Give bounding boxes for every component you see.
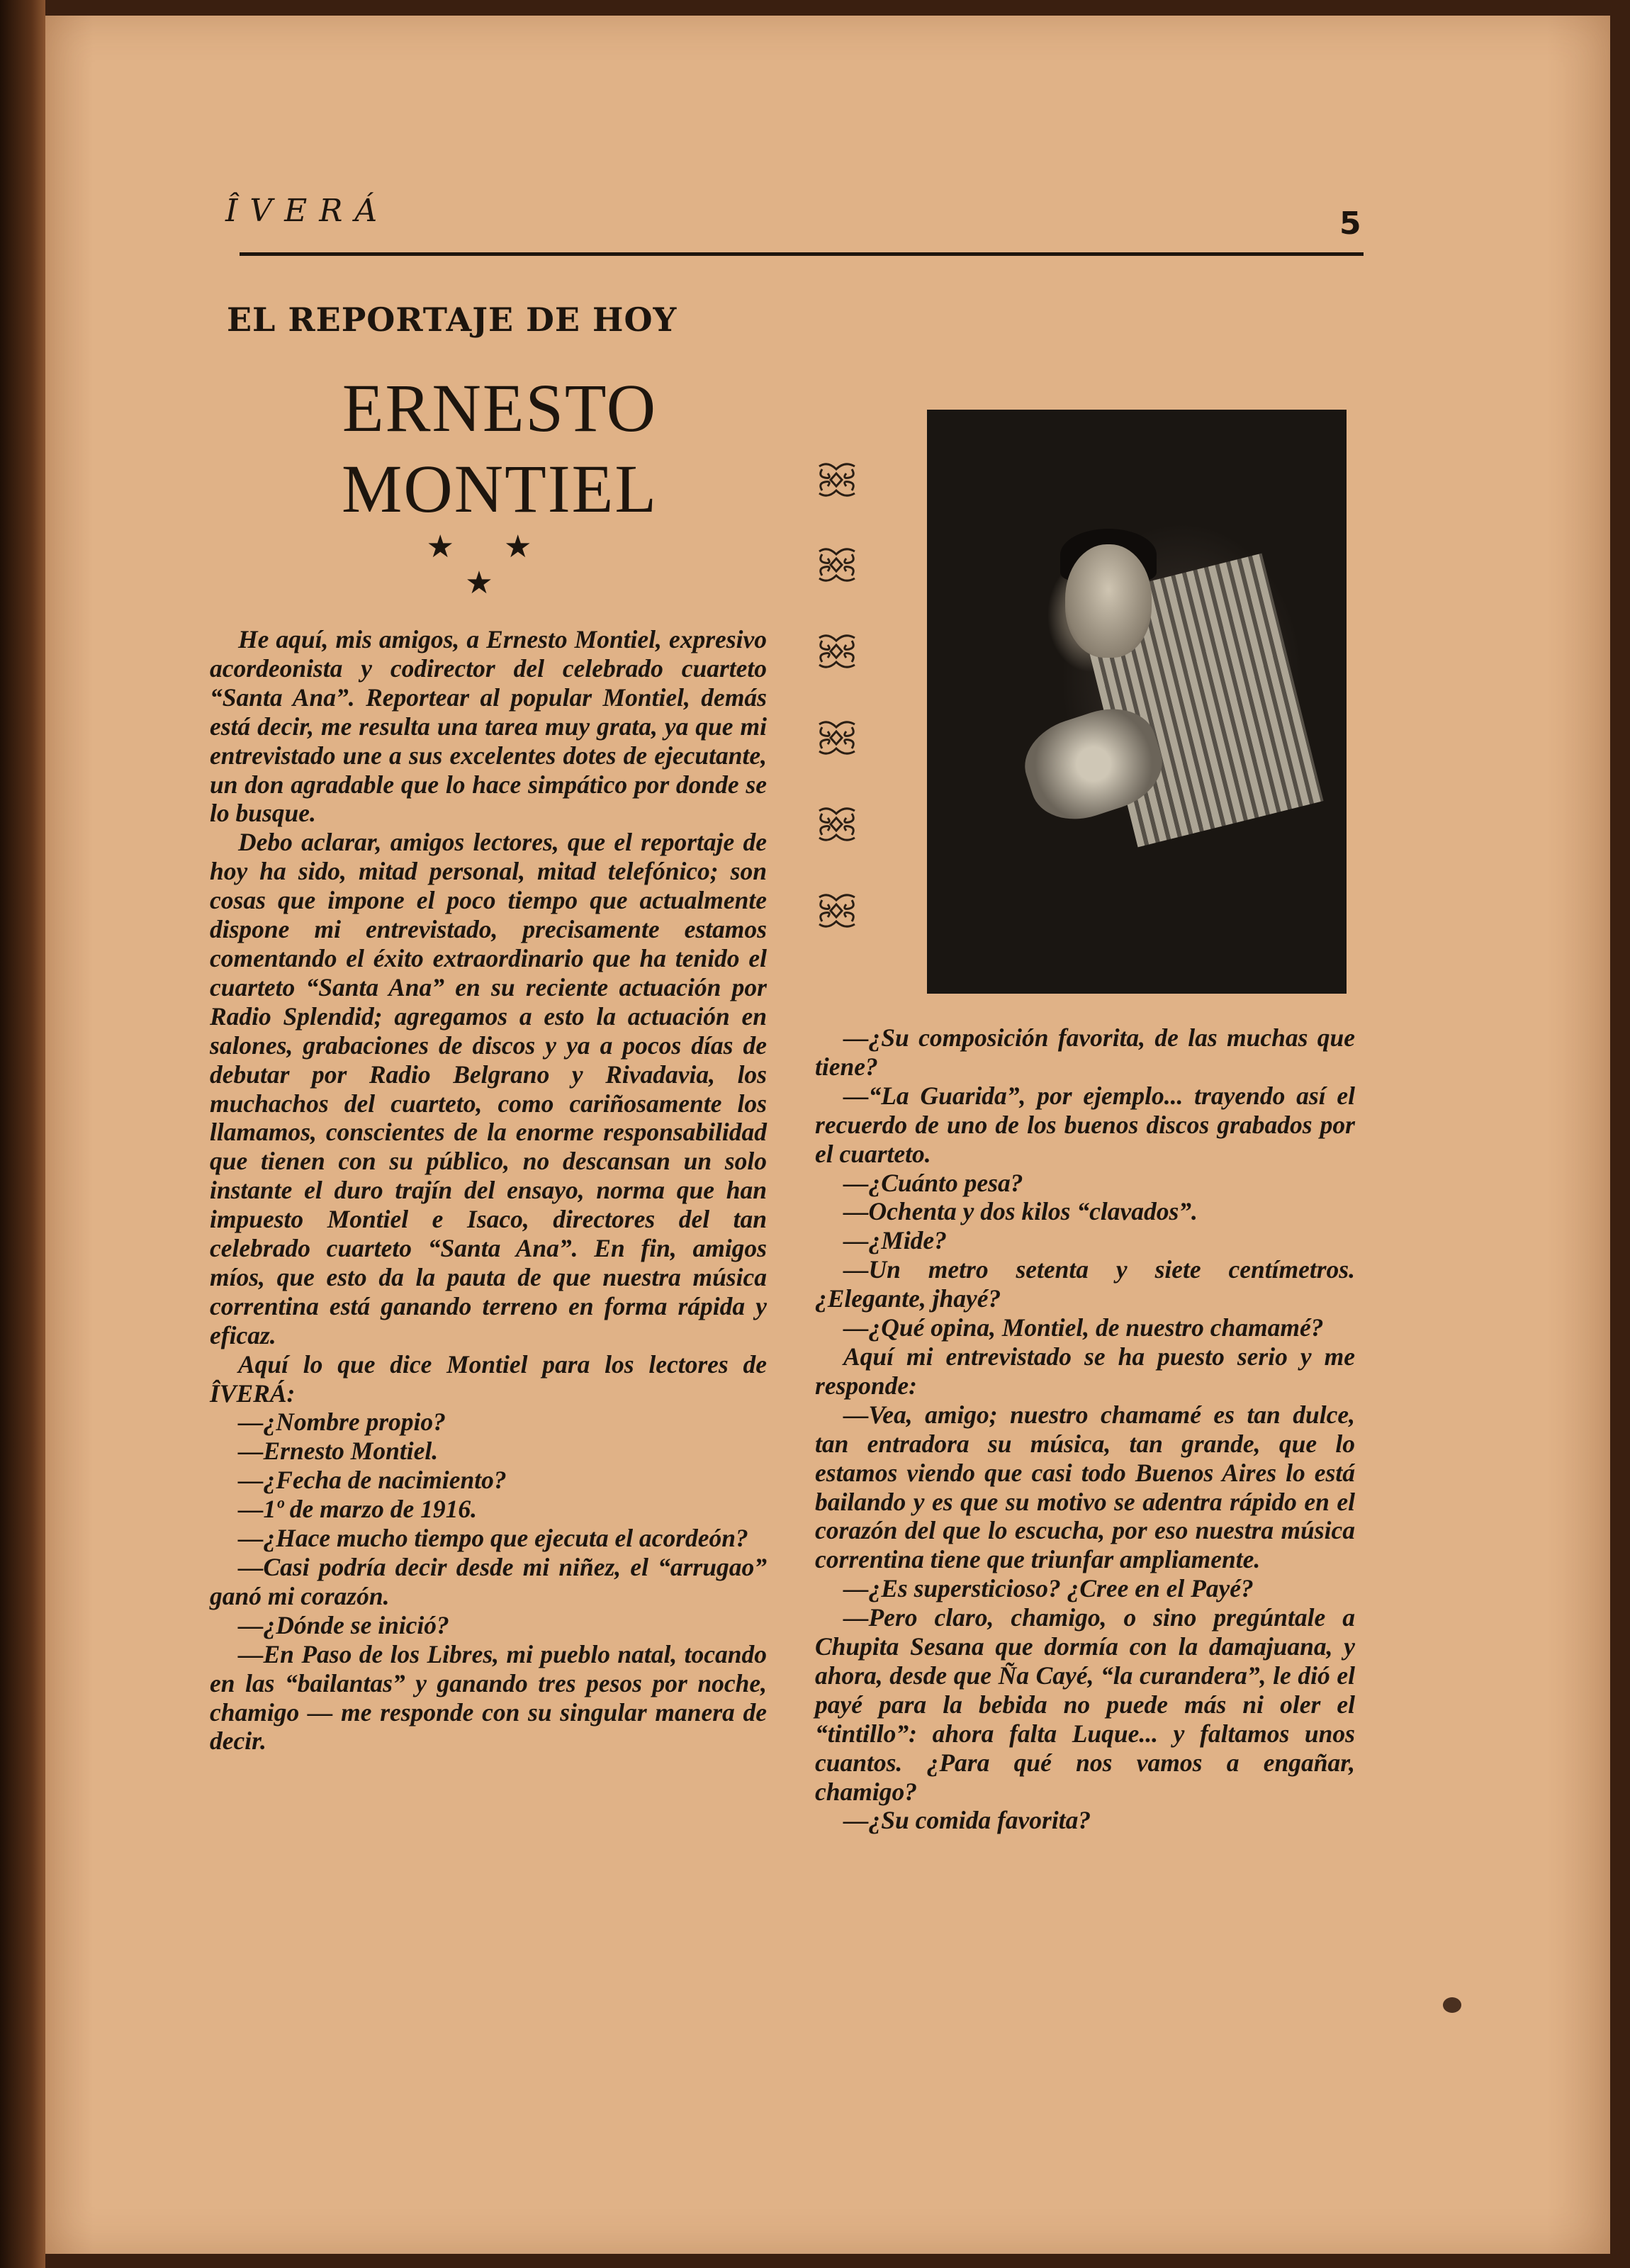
interview-line: —Ochenta y dos kilos “clavados”.	[843, 1197, 1198, 1226]
interview-line: —Casi podría decir desde mi niñez, el “arrugao” ganó mi corazón.	[210, 1553, 767, 1610]
interview-line: —¿Su comida favorita?	[843, 1806, 1091, 1835]
left-article-column	[210, 625, 767, 1756]
paragraph: Aquí lo que dice Montiel para los lectores de ÎVERÁ:	[210, 1349, 767, 1408]
interview-line: —¿Mide?	[843, 1226, 947, 1255]
accordion-player-photo	[927, 410, 1347, 994]
interview-line: —¿Su composición favorita, de las muchas que tiene?	[815, 1023, 1355, 1081]
celtic-knot-ornament-icon	[815, 459, 859, 500]
interview-line: —¿Dónde se inició?	[238, 1610, 449, 1639]
magazine-title: ÎVERÁ	[225, 193, 390, 229]
interview-line: —¿Nombre propio?	[238, 1408, 446, 1437]
celtic-knot-ornament-icon	[815, 804, 859, 845]
interview-line: —Un metro setenta y siete centímetros. ¿Elegante, jhayé?	[815, 1255, 1355, 1313]
paragraph: He aquí, mis amigos, a Ernesto Montiel, expresivo acordeonista y codirector del celebrado cuarteto “Santa Ana”. Reportear al popular Montiel, demás está decir, me resulta una tarea muy grata, ya que mi entrevistado une a sus excelentes dotes de ejecutante, un don agradable que lo hace simpático por donde se lo busque.	[210, 625, 767, 828]
ink-stain	[1443, 1997, 1461, 2013]
interview-line: —¿Fecha de nacimiento?	[238, 1466, 507, 1495]
face-shape	[1065, 544, 1152, 658]
paragraph: Debo aclarar, amigos lectores, que el reportaje de hoy ha sido, mitad personal, mitad telefónico; son cosas que impone el poco tiempo que actualmente dispone mi entrevistado, precisamente estamos comentando el éxito extraordinario que ha tenido el cuarteto “Santa Ana” en su reciente actuación por Radio Splendid; agregamos a esto la actuación en salones, grabaciones de discos y ya a pocos días de debutar por Radio Belgrano y Rivadavia, los muchachos del cuarteto, como cariñosamente los llamamos, conscientes de la enorme responsabilidad que tienen con su público, no descansan un solo instante el duro trajín del ensayo, norma que han impuesto Montiel e Isaco, directores del tan celebrado cuarteto “Santa Ana”. En fin, amigos míos, que esto da la pauta de que nuestra música correntina está ganando terreno en forma rápida y eficaz.	[210, 828, 767, 1349]
interview-line: —Ernesto Montiel.	[238, 1437, 439, 1466]
celtic-knot-ornament-icon	[815, 544, 859, 585]
celtic-knot-ornament-icon	[815, 631, 859, 672]
section-heading: EL REPORTAJE DE HOY	[227, 301, 678, 339]
interview-line: —“La Guarida”, por ejemplo... trayendo así el recuerdo de uno de los buenos discos grabados por el cuarteto.	[815, 1081, 1355, 1168]
interview-line: Aquí mi entrevistado se ha puesto serio y me responde:	[815, 1342, 1355, 1400]
interview-line: —¿Es supersticioso? ¿Cree en el Payé?	[843, 1574, 1254, 1603]
interview-line: —¿Hace mucho tiempo que ejecuta el acordeón?	[238, 1524, 748, 1553]
interview-line: —Vea, amigo; nuestro chamamé es tan dulce, tan entradora su música, tan grande, que lo estamos viendo que casi todo Buenos Aires lo está bailando y es que su motivo se adentra rápido en el corazón del que lo escucha, por eso nuestra música correntina tiene que triunfar ampliamente.	[815, 1400, 1355, 1574]
celtic-knot-ornament-icon	[815, 717, 859, 758]
celtic-knot-ornament-icon	[815, 890, 859, 931]
interview-line: —Pero claro, chamigo, o sino pregúntale a Chupita Sesana que dormía con la damajuana, y ahora, desde que Ña Cayé, “la curandera”, le dió el payé para la bebida no puede más ni oler el “tintillo”: ahora falta Luque... y faltamos unos cuantos. ¿Para qué nos vamos a engañar, chamigo?	[815, 1603, 1355, 1806]
right-article-column	[815, 1023, 1355, 1835]
interview-line: —¿Qué opina, Montiel, de nuestro chamamé?	[843, 1313, 1324, 1342]
interview-line: —¿Cuánto pesa?	[843, 1168, 1023, 1197]
page-number: 5	[1339, 206, 1361, 242]
interview-line: —En Paso de los Libres, mi pueblo natal, tocando en las “bailantas” y ganando tres pesos por noche, chamigo — me responde con su singular manera de decir.	[210, 1639, 767, 1756]
article-title-line-1: ERNESTO	[342, 370, 658, 446]
book-spine	[0, 0, 45, 2268]
stars-divider: ★ ★ ★	[426, 529, 552, 601]
header-rule	[240, 252, 1364, 256]
article-title-line-2: MONTIEL	[342, 451, 658, 527]
interview-line: —1º de marzo de 1916.	[238, 1495, 478, 1524]
